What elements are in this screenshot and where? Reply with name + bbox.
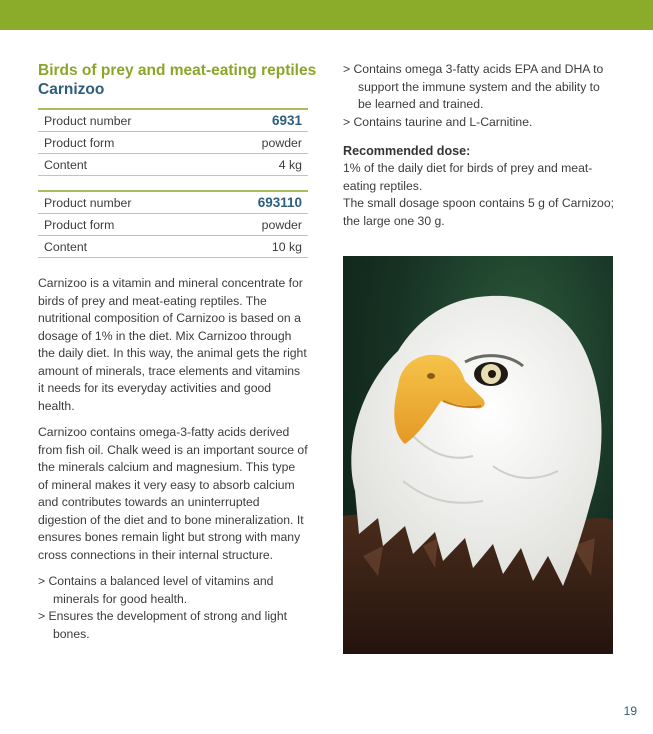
row-label: Product form <box>38 132 215 154</box>
table-row <box>38 154 308 176</box>
table-row <box>38 132 308 154</box>
dose-text: 1% of the daily diet for birds of prey and meat-eating reptiles. <box>343 161 593 193</box>
product-number-value: 6931 <box>215 109 308 132</box>
page-number: 19 <box>623 704 637 718</box>
table-row <box>38 214 308 236</box>
product-number-value: 693110 <box>210 191 308 214</box>
row-label: Product number <box>38 109 215 132</box>
list-item: > Contains omega 3-fatty acids EPA and DHA to support the immune system and the ability to be learned and trained. <box>343 62 604 111</box>
eagle-photo <box>343 256 613 654</box>
ingredients-paragraph: Carnizoo contains omega-3-fatty acids derived from fish oil. Chalk weed is an important source of the minerals calcium and magnesium. This type of mineral makes it very easy to absorb calcium and contributes towards an uninterrupted digestion of the diet and to bone mineralization. It ensures bones remain light but strong with many cross connections in their internal structure. <box>38 425 308 562</box>
list-item: > Contains taurine and L-Carnitine. <box>343 114 533 129</box>
dose-spoon-text: The small dosage spoon contains 5 g of Carnizoo; the large one 30 g. <box>343 196 614 228</box>
spec-table-2 <box>38 190 308 258</box>
left-column <box>38 61 317 643</box>
row-label: Content <box>38 236 210 258</box>
list-item: > Contains a balanced level of vitamins and minerals for good health. <box>38 574 274 606</box>
dose-heading: Recommended dose: <box>343 144 471 158</box>
table-row <box>38 191 308 214</box>
row-label: Product form <box>38 214 210 236</box>
top-color-bar <box>0 0 653 30</box>
benefits-list <box>38 573 308 643</box>
row-value: 10 kg <box>210 236 308 258</box>
row-value: powder <box>215 132 308 154</box>
table-row <box>38 109 308 132</box>
right-column <box>343 61 615 230</box>
row-label: Content <box>38 154 215 176</box>
row-value: powder <box>210 214 308 236</box>
row-label: Product number <box>38 191 210 214</box>
description-paragraph: Carnizoo is a vitamin and mineral concentrate for birds of prey and meat-eating reptiles. The nutritional composition of Carnizoo is based on a dosage of 1% in the diet. Mix Carnizoo through the daily diet. In this way, the animal gets the right amount of minerals, trace elements and vitamins it needs for its everyday activities and good health. <box>38 276 307 413</box>
features-list <box>343 61 615 131</box>
row-value: 4 kg <box>215 154 308 176</box>
table-row <box>38 236 308 258</box>
spec-table-1 <box>38 108 308 176</box>
product-name: Carnizoo <box>38 81 105 98</box>
category-title: Birds of prey and meat-eating reptiles <box>38 62 317 79</box>
list-item: > Ensures the development of strong and light bones. <box>38 609 287 641</box>
eagle-illustration <box>343 256 613 654</box>
